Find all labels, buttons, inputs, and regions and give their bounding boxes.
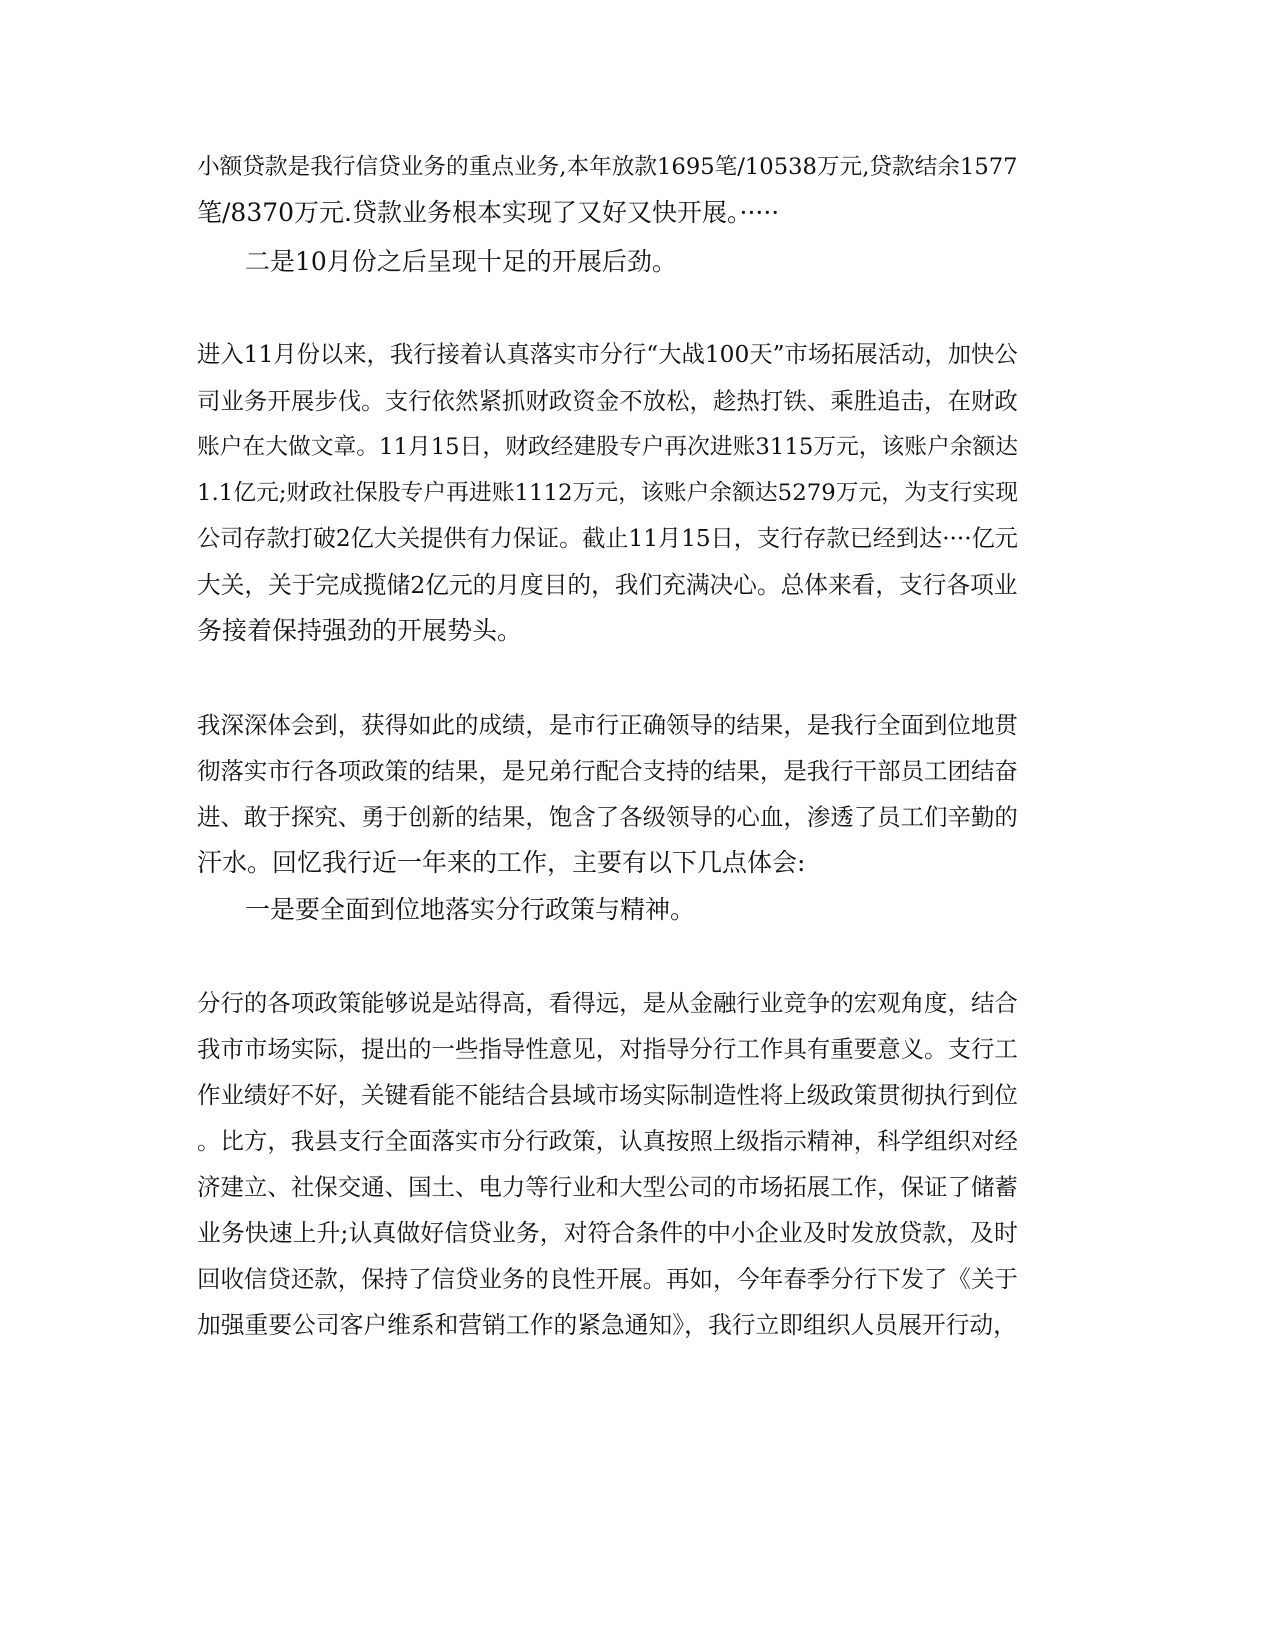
text-line: 账户在大做文章。11月15日，财政经建股专户再次进账3115万元，该账户余额达	[197, 434, 1019, 460]
text-line: 小额贷款是我行信贷业务的重点业务,本年放款1695笔/10538万元,贷款结余1577	[197, 154, 1018, 180]
text-line: 加强重要公司客户维系和营销工作的紧急通知》，我行立即组织人员展开行动，	[197, 1311, 1017, 1339]
text-line: 我深深体会到，获得如此的成绩，是市行正确领导的结果，是我行全面到位地贯	[197, 711, 1018, 739]
text-line: 笔/8370万元.贷款业务根本实现了又好又快开展。·····	[197, 198, 780, 227]
text-line: 业务快速上升;认真做好信贷业务，对符合条件的中小企业及时发放贷款，及时	[197, 1219, 1018, 1247]
section-heading: 一是要全面到位地落实分行政策与精神。	[245, 895, 696, 924]
text-line: 1.1亿元;财政社保股专户再进账1112万元，该账户余额达5279万元，为支行实现	[197, 480, 1019, 506]
text-line: 作业绩好不好，关键看能不能结合县域市场实际制造性将上级政策贯彻执行到位	[197, 1081, 1018, 1109]
text-line: 济建立、社保交通、国土、电力等行业和大型公司的市场拓展工作，保证了储蓄	[197, 1173, 1018, 1201]
text-line: 我市市场实际，提出的一些指导性意见，对指导分行工作具有重要意义。支行工	[197, 1035, 1018, 1063]
text-line: 汗水。回忆我行近一年来的工作，主要有以下几点体会:	[197, 848, 806, 877]
text-line: 回收信贷还款，保持了信贷业务的良性开展。再如，今年春季分行下发了《关于	[197, 1265, 1018, 1293]
section-heading: 二是10月份之后呈现十足的开展后劲。	[245, 247, 677, 276]
text-line: 务接着保持强劲的开展势头。	[197, 616, 523, 645]
text-line: 分行的各项政策能够说是站得高，看得远，是从金融行业竞争的宏观角度，结合	[197, 989, 1018, 1017]
text-line: 司业务开展步伐。支行依然紧抓财政资金不放松，趁热打铁、乘胜追击，在财政	[197, 387, 1018, 415]
text-line: 大关，关于完成揽储2亿元的月度目的，我们充满决心。总体来看，支行各项业	[197, 571, 1018, 599]
text-line: 公司存款打破2亿大关提供有力保证。截止11月15日，支行存款已经到达····亿元	[197, 525, 1018, 552]
text-line: 彻落实市行各项政策的结果，是兄弟行配合支持的结果，是我行干部员工团结奋	[197, 757, 1018, 785]
text-line: 进入11月份以来，我行接着认真落实市分行“大战100天”市场拓展活动，加快公	[197, 341, 1018, 368]
text-line: 进、敢于探究、勇于创新的结果，饱含了各级领导的心血，渗透了员工们辛勤的	[197, 803, 1018, 831]
text-line: 。比方，我县支行全面落实市分行政策，认真按照上级指示精神，科学组织对经	[197, 1127, 1018, 1155]
